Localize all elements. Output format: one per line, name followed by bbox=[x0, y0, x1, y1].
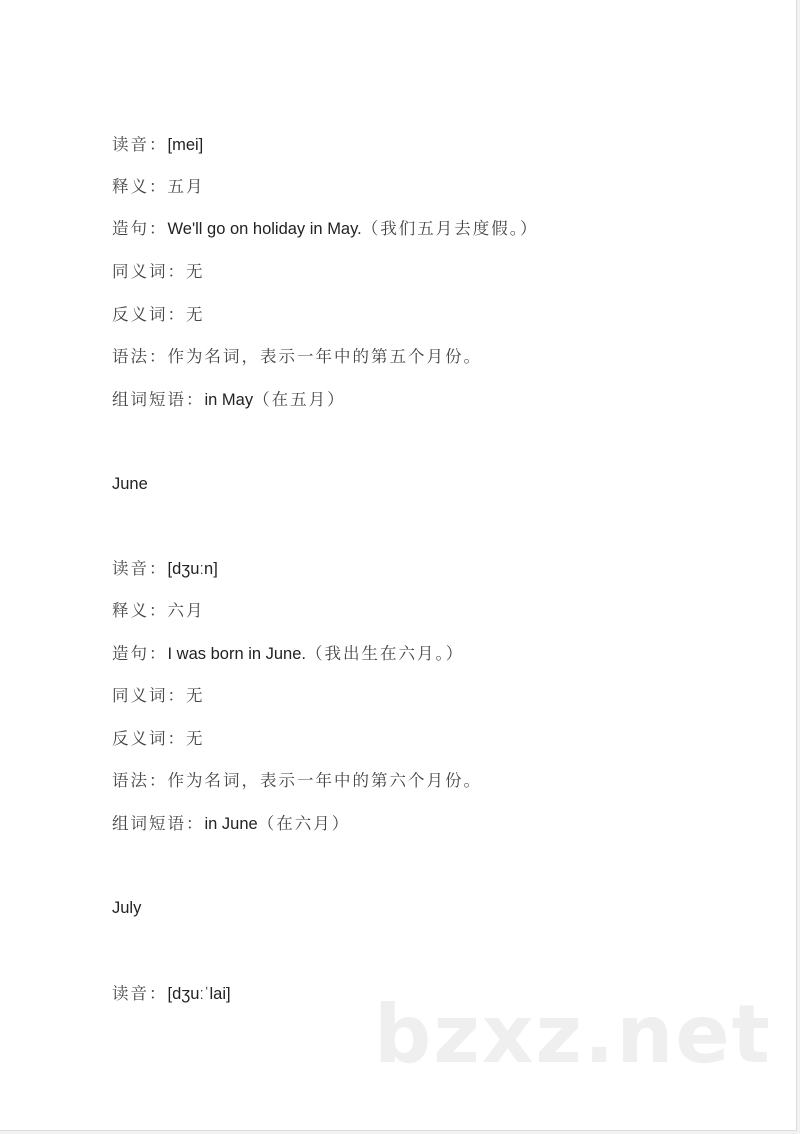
label: 组词短语： bbox=[112, 815, 205, 833]
value: 作为名词，表示一年中的第六个月份。 bbox=[167, 772, 482, 790]
value: [dʒuːˈlai] bbox=[167, 985, 231, 1003]
label: 造句： bbox=[112, 220, 168, 238]
label: 读音： bbox=[112, 136, 168, 154]
example-line bbox=[112, 644, 464, 664]
label: 读音： bbox=[112, 985, 168, 1003]
value: in May bbox=[204, 391, 254, 409]
label: 读音： bbox=[112, 560, 168, 578]
pronunciation-line bbox=[112, 135, 203, 155]
grammar-line bbox=[112, 347, 482, 367]
antonym-line bbox=[112, 305, 205, 325]
value: [mei] bbox=[167, 136, 204, 154]
phrase-line bbox=[112, 814, 350, 834]
label: 组词短语： bbox=[112, 391, 205, 409]
antonym-line bbox=[112, 729, 205, 749]
translation: （在六月） bbox=[257, 815, 351, 833]
label: 释义： bbox=[112, 602, 168, 620]
word-heading: June bbox=[112, 475, 148, 493]
phrase-line bbox=[112, 390, 346, 410]
label: 反义词： bbox=[112, 730, 186, 748]
label: 反义词： bbox=[112, 306, 186, 324]
translation: （我们五月去度假。） bbox=[361, 220, 539, 238]
label: 造句： bbox=[112, 645, 168, 663]
example-line bbox=[112, 219, 538, 239]
value: 作为名词，表示一年中的第五个月份。 bbox=[167, 348, 482, 366]
value: I was born in June. bbox=[167, 645, 306, 663]
watermark: bzxz.net bbox=[374, 988, 772, 1081]
translation: （我出生在六月。） bbox=[306, 645, 465, 663]
translation: （在五月） bbox=[253, 391, 346, 409]
value: 无 bbox=[186, 730, 205, 748]
label: 同义词： bbox=[112, 687, 186, 705]
word-heading: July bbox=[112, 899, 142, 917]
label: 释义： bbox=[112, 178, 168, 196]
pronunciation-line bbox=[112, 559, 218, 579]
value: 无 bbox=[186, 306, 205, 324]
value: in June bbox=[204, 815, 258, 833]
value: [dʒuːn] bbox=[167, 560, 218, 578]
value: We'll go on holiday in May. bbox=[167, 220, 362, 238]
pronunciation-line bbox=[112, 984, 231, 1004]
value: 五月 bbox=[167, 178, 205, 196]
label: 语法： bbox=[112, 348, 168, 366]
meaning-line bbox=[112, 177, 205, 197]
label: 同义词： bbox=[112, 263, 186, 281]
synonym-line bbox=[112, 262, 205, 282]
synonym-line bbox=[112, 686, 205, 706]
value: 无 bbox=[186, 687, 205, 705]
value: 无 bbox=[186, 263, 205, 281]
grammar-line bbox=[112, 771, 482, 791]
meaning-line bbox=[112, 601, 205, 621]
label: 语法： bbox=[112, 772, 168, 790]
value: 六月 bbox=[167, 602, 205, 620]
